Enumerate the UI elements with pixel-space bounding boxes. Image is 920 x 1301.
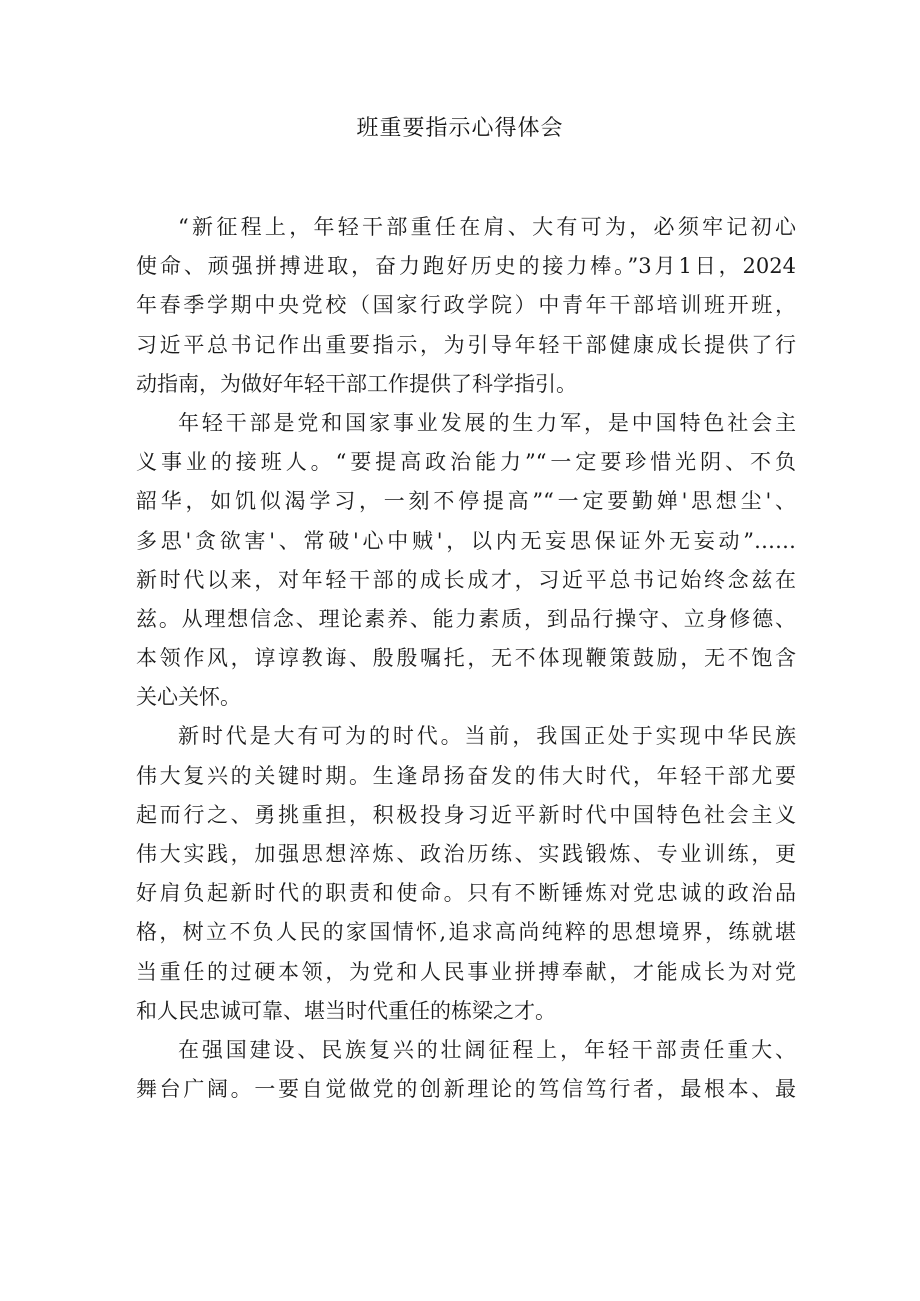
document-body [136,208,796,1109]
text-line: 动指南，为做好年轻干部工作提供了科学指引。 [136,371,577,396]
text-line: 年春季学期中央党校（国家行政学院）中青年干部培训班开班， [136,293,796,318]
text-line: 兹。从理想信念、理论素养、能力素质，到品行操守、立身修德、 [136,606,796,631]
paragraph [136,404,796,718]
text-line: 当重任的过硬本领，为党和人民事业拼搏奉献，才能成长为对党 [136,959,796,984]
text-line: 格，树立不负人民的家国情怀,追求高尚纯粹的思想境界，练就堪 [136,920,796,945]
text-line: “新征程上，年轻干部重任在肩、大有可为，必须牢记初心 [178,215,796,239]
text-line: 韶华，如饥似渴学习，一刻不停提高”“一定要勤婵'思想尘'、 [136,489,796,514]
text-line: 和人民忠诚可靠、堪当时代重任的栋梁之才。 [136,998,556,1023]
paragraph [136,208,796,404]
paragraph [136,717,796,1031]
text-line: 舞台广阔。一要自觉做党的创新理论的笃信笃行者，最根本、最 [136,1077,796,1102]
text-line: 伟大实践，加强思想淬炼、政治历练、实践锻炼、专业训练，更 [136,842,796,866]
text-line: 关心关怀。 [136,685,241,710]
text-line: 好肩负起新时代的职责和使命。只有不断锤炼对党忠诚的政治品 [136,881,796,906]
text-line: 起而行之、勇挑重担，积极投身习近平新时代中国特色社会主义 [136,802,796,827]
text-line: 习近平总书记作出重要指示，为引导年轻干部健康成长提供了行 [136,332,796,357]
text-line: 新时代以来，对年轻干部的成长成才，习近平总书记始终念兹在 [136,567,796,592]
text-line: 年轻干部是党和国家事业发展的生力军，是中国特色社会主 [178,410,796,435]
text-line: 新时代是大有可为的时代。当前，我国正处于实现中华民族 [178,724,796,749]
text-line: 在强国建设、民族复兴的壮阔征程上，年轻干部责任重大、 [178,1037,796,1062]
text-line: 伟大复兴的关键时期。生逢昂扬奋发的伟大时代，年轻干部尤要 [136,763,796,788]
text-line: 使命、顽强拼搏进取，奋力跑好历史的接力棒。”3月1日，2024 [136,254,796,279]
text-line: 义事业的接班人。“要提高政治能力”“一定要珍惜光阴、不负 [136,450,796,475]
text-line: 本领作风，谆谆教诲、殷殷嘱托，无不体现鞭策鼓励，无不饱含 [136,646,796,671]
document-title: 班重要指示心得体会 [356,116,564,141]
text-line: 多思'贪欲害'、常破'心中贼'，以内无妄思保证外无妄动”…… [136,528,796,553]
paragraph [136,1031,796,1109]
